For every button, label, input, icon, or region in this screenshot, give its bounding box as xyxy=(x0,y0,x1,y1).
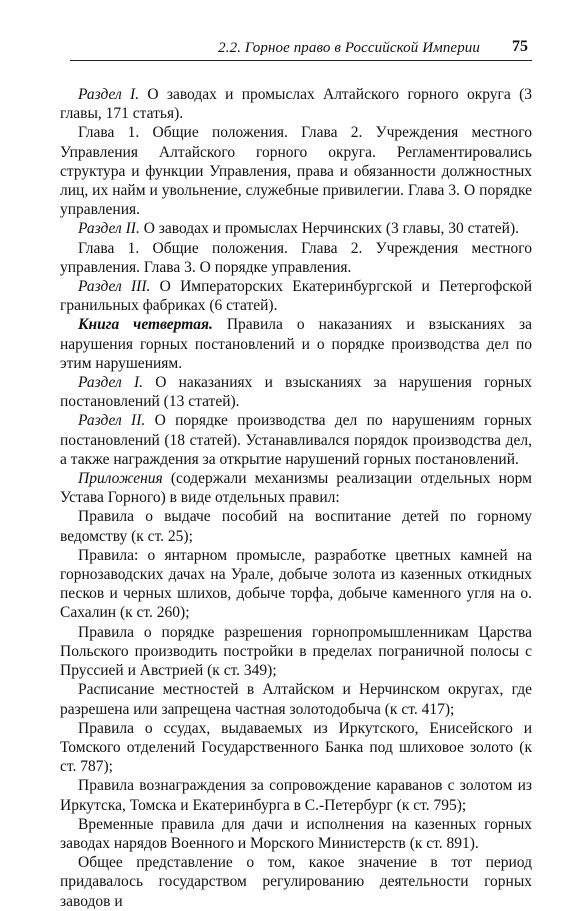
paragraph-text: Правила о порядке разрешения горнопромышленникам Царства Польского производить постройки в пределах пограничной полосы с Пруссией и Австрией (к ст. 349); xyxy=(60,623,532,680)
paragraph-text: Правила вознаграждения за сопровождение караванов с золотом из Иркутска, Томска и Екатеринбурга в С.-Петербург (к ст. 795); xyxy=(60,777,532,814)
paragraph-lead: Раздел II. xyxy=(78,220,140,238)
paragraph xyxy=(60,469,532,507)
paragraph xyxy=(60,815,532,853)
paragraph xyxy=(60,277,532,315)
page-number: 75 xyxy=(512,38,528,55)
paragraph-text: Глава 1. Общие положения. Глава 2. Учреждения местного управления. Глава 3. О порядке управления. xyxy=(60,239,532,276)
paragraph xyxy=(60,776,532,814)
paragraph-text: О заводах и промыслах Алтайского горного округа (3 главы, 171 статья). xyxy=(60,86,532,123)
paragraph-text: О порядке производства дел по нарушениям горных постановлений (18 статей). Устанавливался порядок производства дел, а также награждения за открытие нарушений горных постановлений. xyxy=(60,412,532,468)
paragraph xyxy=(60,853,532,911)
paragraph-text: Правила о наказаниях и взысканиях за нарушения горных постановлений и о порядке производства дел по этим нарушениям. xyxy=(60,316,532,372)
paragraph-lead: Раздел II. xyxy=(78,412,146,430)
paragraph-text: Глава 1. Общие положения. Глава 2. Учреждения местного Управления Алтайского горного округа. Регламентировались структура и функции Управления, права и обязанности должностных лиц, их найм и увольнение, служебные привилегии. Глава 3. О порядке управления. xyxy=(60,124,532,219)
paragraph-text: Правила о выдаче пособий на воспитание детей по горному ведомству (к ст. 25); xyxy=(60,508,532,545)
paragraph xyxy=(60,546,532,623)
running-header-title: 2.2. Горное право в Российской Империи xyxy=(218,40,480,56)
paragraph-lead: Раздел I. xyxy=(78,374,143,392)
body-text xyxy=(60,85,532,911)
paragraph xyxy=(60,719,532,777)
paragraph-text: О заводах и промыслах Нерчинских (3 главы, 30 статей). xyxy=(139,220,519,238)
paragraph xyxy=(60,680,532,718)
paragraph xyxy=(60,623,532,681)
paragraph-text: (содержали механизмы реализации отдельных норм Устава Горного) в виде отдельных правил: xyxy=(60,470,532,507)
paragraph-text: Общее представление о том, какое значение в тот период придавалось государством регулированию деятельности горных заводов и xyxy=(60,854,532,910)
paragraph xyxy=(60,219,532,238)
paragraph-lead: Раздел I. xyxy=(78,86,140,103)
paragraph-lead: Приложения xyxy=(78,470,163,488)
paragraph-text: Правила о ссудах, выдаваемых из Иркутского, Енисейского и Томского отделений Государственного Банка под шлиховое золото (к ст. 787); xyxy=(60,719,532,776)
paragraph xyxy=(60,85,532,123)
running-header xyxy=(70,36,532,61)
paragraph xyxy=(60,411,532,469)
paragraph xyxy=(60,123,532,219)
paragraph-lead: Книга четвертая. xyxy=(78,316,213,334)
paragraph xyxy=(60,315,532,373)
paragraph-text: Расписание местностей в Алтайском и Нерчинском округах, где разрешена или запрещена частная золотодобыча (к ст. 417); xyxy=(60,681,532,718)
paragraph-text: Временные правила для дачи и исполнения на казенных горных заводах нарядов Военного и Морского Министерств (к ст. 891). xyxy=(60,815,532,852)
paragraph xyxy=(60,507,532,545)
paragraph xyxy=(60,239,532,277)
paragraph-text: О наказаниях и взысканиях за нарушения горных постановлений (13 статей). xyxy=(60,374,532,411)
paragraph-text: Правила: о янтарном промысле, разработке цветных камней на горнозаводских дачах на Урале, добыче золота из казенных откидных песков и черных шлихов, добыче торфа, добыче каменного угля на о. Сахалин (к ст. 260); xyxy=(60,546,532,622)
paragraph-text: О Императорских Екатеринбургской и Петергофской гранильных фабриках (6 статей). xyxy=(60,278,532,315)
paragraph xyxy=(60,373,532,411)
paragraph-lead: Раздел III. xyxy=(78,278,151,296)
